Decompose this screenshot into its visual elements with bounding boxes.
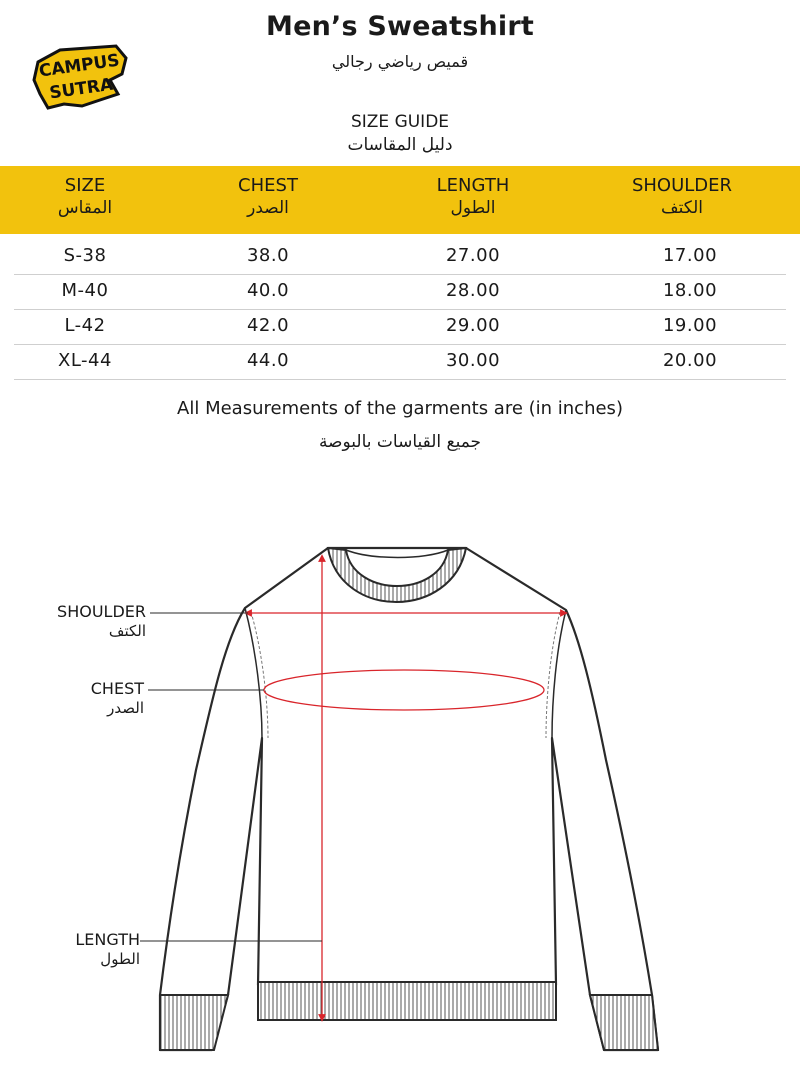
label-chest-text: CHEST <box>90 679 144 698</box>
cell-shoulder: 20.00 <box>662 350 718 371</box>
svg-text:SUTRA: SUTRA <box>48 74 115 104</box>
measurement-note-arabic: جميع القياسات بالبوصة <box>318 432 482 452</box>
cell-length: 30.00 <box>445 350 501 371</box>
cell-chest: 40.0 <box>246 280 290 301</box>
table-header <box>0 166 800 234</box>
column-header-size <box>20 166 150 234</box>
column-header-shoulder <box>600 166 764 234</box>
page-title-arabic: قميص رياضي رجالي <box>331 52 469 71</box>
svg-text:CAMPUS: CAMPUS <box>37 50 121 82</box>
column-header-label-arabic: الطول <box>450 198 496 218</box>
cell-shoulder: 19.00 <box>662 315 718 336</box>
table-row <box>14 239 786 275</box>
cell-size: S-38 <box>63 245 107 266</box>
hem-rib <box>258 982 556 1020</box>
label-shoulder-text: SHOULDER <box>57 602 146 621</box>
column-header-label-arabic: المقاس <box>57 198 113 218</box>
cell-shoulder: 17.00 <box>662 245 718 266</box>
measurement-note: All Measurements of the garments are (in inches) <box>177 398 623 419</box>
column-header-label-arabic: الصدر <box>247 198 289 218</box>
left-cuff <box>160 995 228 1050</box>
cell-length: 29.00 <box>445 315 501 336</box>
cell-chest: 42.0 <box>246 315 290 336</box>
cell-chest: 38.0 <box>246 245 290 266</box>
sweatshirt-diagram <box>0 470 800 1070</box>
column-header-label: CHEST <box>238 175 298 196</box>
cell-size: XL-44 <box>58 350 112 371</box>
column-header-label-arabic: الكتف <box>660 198 704 218</box>
column-header-chest <box>198 166 338 234</box>
column-header-label: SHOULDER <box>631 175 733 196</box>
cell-chest: 44.0 <box>246 350 290 371</box>
right-cuff <box>590 995 658 1050</box>
table-row <box>14 309 786 345</box>
label-chest-arabic: الصدر <box>107 699 144 717</box>
cell-length: 27.00 <box>445 245 501 266</box>
column-header-length <box>398 166 548 234</box>
column-header-label: SIZE <box>64 175 106 196</box>
cell-shoulder: 18.00 <box>662 280 718 301</box>
label-length-arabic: الطول <box>100 950 140 968</box>
cell-size: L-42 <box>64 315 106 336</box>
label-length-text: LENGTH <box>75 930 140 949</box>
cell-length: 28.00 <box>445 280 501 301</box>
size-guide-heading-arabic: دليل المقاسات <box>347 135 453 155</box>
page-title: Men’s Sweatshirt <box>266 11 534 42</box>
sweatshirt-body <box>160 548 658 1050</box>
column-header-label: LENGTH <box>436 175 510 196</box>
table-row <box>14 274 786 310</box>
label-shoulder-arabic: الكتف <box>108 622 146 640</box>
table-row <box>14 344 786 380</box>
size-guide-heading: SIZE GUIDE <box>350 112 450 132</box>
cell-size: M-40 <box>61 280 109 301</box>
